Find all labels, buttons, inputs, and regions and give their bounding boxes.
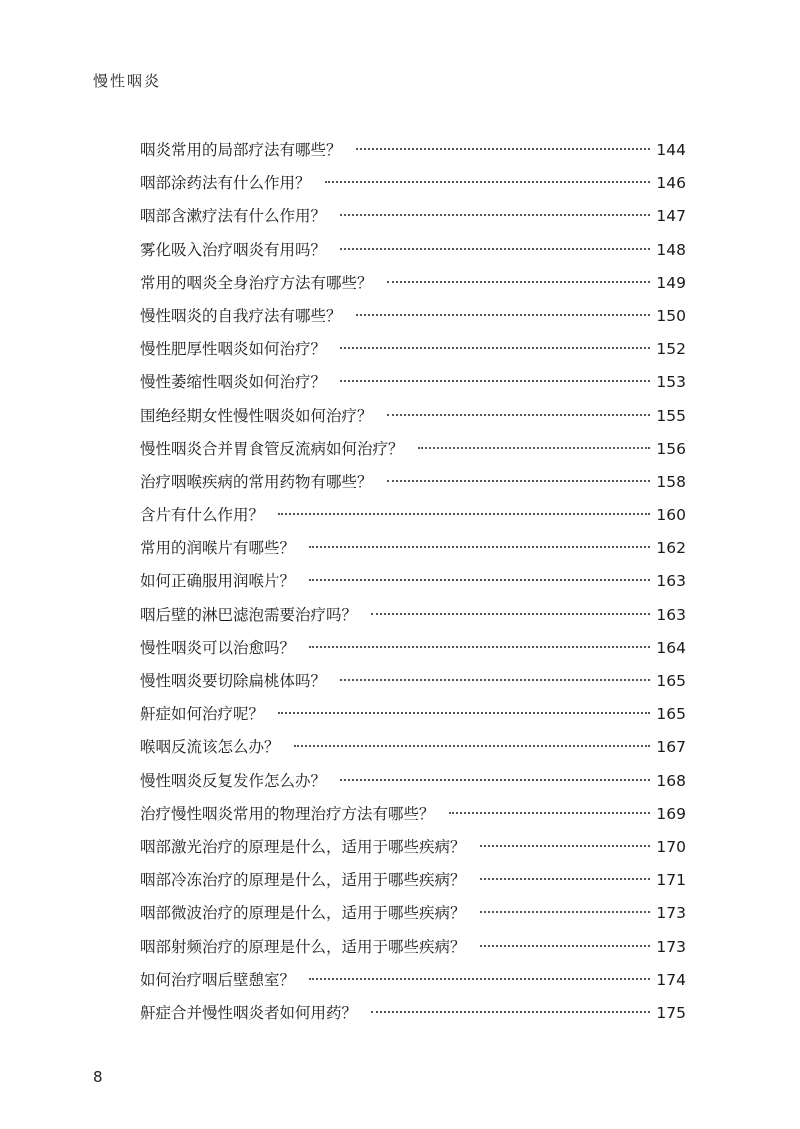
toc-dot-leader: [449, 812, 651, 814]
toc-entry: [140, 171, 686, 204]
toc-entry: [140, 835, 686, 868]
toc-entry-page: 165: [656, 672, 686, 690]
toc-entry-page: 174: [656, 970, 686, 989]
toc-entry: [140, 702, 686, 735]
toc-entry-page: 167: [656, 738, 686, 757]
toc-entry-page: 158: [656, 472, 686, 491]
toc-dot-leader: [480, 845, 651, 847]
toc-entry-page: 155: [656, 406, 686, 425]
toc-entry: [140, 636, 686, 669]
toc-entry-title: 咽部射频治疗的原理是什么，适用于哪些疾病？: [140, 937, 466, 956]
toc-dot-leader: [278, 513, 650, 515]
toc-entry-page: 156: [656, 439, 686, 458]
toc-entry-page: 146: [656, 174, 686, 193]
toc-dot-leader: [309, 978, 650, 980]
toc-entry: [140, 536, 686, 569]
toc-entry-page: 173: [656, 937, 686, 956]
toc-entry-title: 咽后壁的淋巴滤泡需要治疗吗？: [140, 605, 358, 624]
toc-dot-leader: [325, 181, 651, 183]
toc-entry: [140, 968, 686, 1001]
toc-dot-leader: [387, 480, 651, 482]
toc-dot-leader: [340, 779, 650, 781]
toc-entry-title: 慢性咽炎可以治愈吗？: [140, 638, 296, 657]
toc-entry: [140, 669, 686, 702]
toc-entry-title: 常用的咽炎全身治疗方法有哪些？: [140, 273, 373, 292]
toc-entry-title: 治疗咽喉疾病的常用药物有哪些？: [140, 472, 373, 491]
toc-dot-leader: [278, 712, 650, 714]
toc-dot-leader: [371, 1011, 650, 1013]
toc-entry-page: 163: [656, 605, 686, 624]
toc-entry-title: 慢性萎缩性咽炎如何治疗？: [140, 373, 327, 392]
toc-dot-leader: [340, 248, 650, 250]
toc-entry-title: 慢性咽炎的自我疗法有哪些？: [140, 306, 342, 325]
toc-entry-page: 153: [656, 373, 686, 392]
toc-entry-page: 168: [656, 771, 686, 790]
toc-entry-page: 175: [656, 1003, 686, 1022]
toc-entry-page: 150: [656, 306, 686, 325]
toc-entry-title: 鼾症合并慢性咽炎者如何用药？: [140, 1003, 358, 1022]
toc-entry-page: 160: [656, 506, 686, 525]
toc-entry: [140, 603, 686, 636]
toc-entry: [140, 238, 686, 271]
toc-entry-page: 169: [656, 804, 686, 823]
toc-dot-leader: [340, 380, 650, 382]
toc-dot-leader: [309, 646, 650, 648]
toc-entry-title: 喉咽反流该怎么办？: [140, 738, 280, 757]
toc-dot-leader: [480, 878, 651, 880]
toc-entry-title: 咽部涂药法有什么作用？: [140, 174, 311, 193]
toc-entry-title: 咽部含漱疗法有什么作用？: [140, 207, 327, 226]
toc-entry-title: 咽部激光治疗的原理是什么，适用于哪些疾病？: [140, 837, 466, 856]
toc-entry-title: 含片有什么作用？: [140, 506, 265, 525]
toc-entry: [140, 138, 686, 171]
toc-entry-page: 144: [656, 141, 686, 159]
toc-entry-title: 咽部微波治疗的原理是什么，适用于哪些疾病？: [140, 904, 466, 923]
toc-entry-page: 171: [656, 871, 686, 890]
toc-entry-page: 164: [656, 638, 686, 657]
toc-dot-leader: [309, 546, 650, 548]
toc-entry-title: 如何治疗咽后壁憩室？: [140, 970, 296, 989]
toc-dot-leader: [418, 447, 651, 449]
toc-entry-page: 170: [656, 837, 686, 856]
toc-entry: [140, 569, 686, 602]
toc-dot-leader: [294, 745, 651, 747]
toc-entry-title: 鼾症如何治疗呢？: [140, 705, 265, 724]
toc-dot-leader: [480, 911, 651, 913]
toc-entry: [140, 901, 686, 934]
toc-entry: [140, 204, 686, 237]
running-header: 慢性咽炎: [93, 72, 162, 90]
toc-entry: [140, 935, 686, 968]
toc-entry: [140, 1001, 686, 1034]
toc-entry-page: 149: [656, 273, 686, 292]
page-number: 8: [93, 1068, 103, 1086]
toc-entry-page: 165: [656, 705, 686, 724]
toc-entry-title: 咽部冷冻治疗的原理是什么，适用于哪些疾病？: [140, 871, 466, 890]
toc-entry: [140, 370, 686, 403]
toc-dot-leader: [309, 579, 650, 581]
toc-dot-leader: [340, 214, 650, 216]
toc-entry: [140, 735, 686, 768]
toc-entry: [140, 304, 686, 337]
toc-entry-title: 常用的润喉片有哪些？: [140, 539, 296, 558]
toc-entry-page: 147: [656, 207, 686, 226]
toc-dot-leader: [480, 945, 651, 947]
toc-entry-page: 163: [656, 572, 686, 591]
toc-entry-title: 咽炎常用的局部疗法有哪些？: [140, 141, 342, 159]
toc-entry: [140, 470, 686, 503]
toc-entry-page: 148: [656, 240, 686, 259]
toc-entry-page: 152: [656, 340, 686, 359]
toc-entry-title: 慢性咽炎合并胃食管反流病如何治疗？: [140, 439, 404, 458]
toc-entry-page: 162: [656, 539, 686, 558]
toc-entry: [140, 802, 686, 835]
toc-entry-title: 慢性咽炎反复发作怎么办？: [140, 771, 327, 790]
toc-entry: [140, 271, 686, 304]
toc-dot-leader: [387, 281, 651, 283]
toc-entry-title: 慢性肥厚性咽炎如何治疗？: [140, 340, 327, 359]
toc-dot-leader: [340, 679, 650, 681]
toc-entry-title: 围绝经期女性慢性咽炎如何治疗？: [140, 406, 373, 425]
toc-entry-title: 治疗慢性咽炎常用的物理治疗方法有哪些？: [140, 804, 435, 823]
toc-entry: [140, 404, 686, 437]
toc-dot-leader: [371, 613, 650, 615]
toc-entry-page: 173: [656, 904, 686, 923]
toc-dot-leader: [340, 347, 650, 349]
toc-entry-title: 慢性咽炎要切除扁桃体吗？: [140, 672, 327, 690]
table-of-contents: [140, 138, 686, 1034]
toc-entry-title: 如何正确服用润喉片？: [140, 572, 296, 591]
toc-dot-leader: [356, 148, 651, 150]
toc-entry: [140, 769, 686, 802]
toc-entry: [140, 868, 686, 901]
toc-entry: [140, 503, 686, 536]
toc-entry-title: 雾化吸入治疗咽炎有用吗？: [140, 240, 327, 259]
toc-entry: [140, 437, 686, 470]
toc-entry: [140, 337, 686, 370]
toc-dot-leader: [356, 314, 651, 316]
toc-dot-leader: [387, 414, 651, 416]
